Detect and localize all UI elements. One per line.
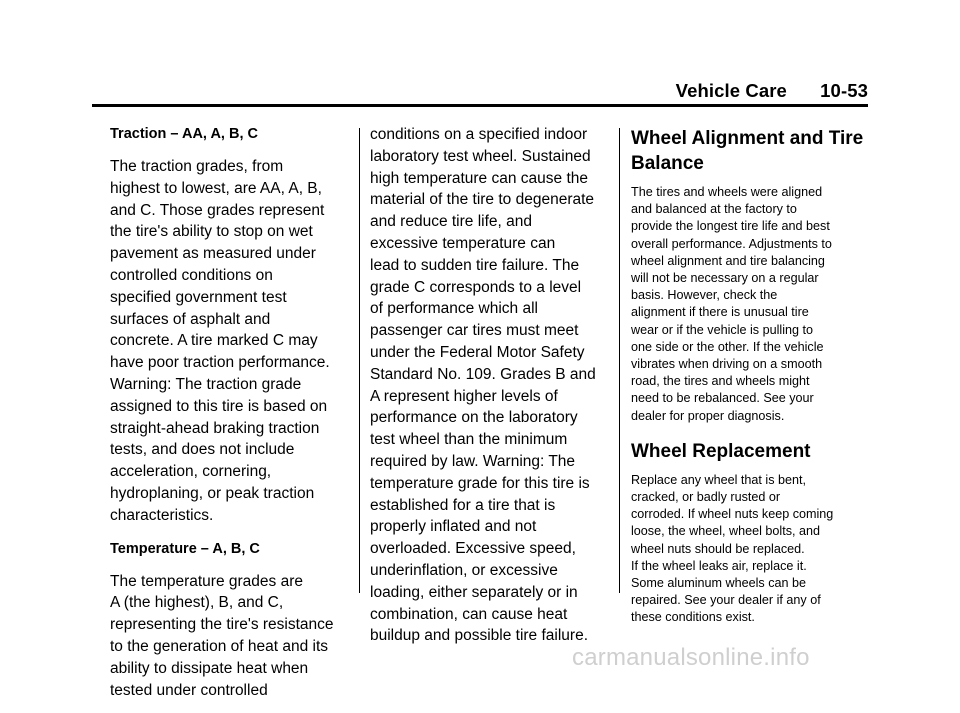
text-line: Wheel Alignment and Tire <box>631 128 864 149</box>
text-line: properly inflated and not <box>370 518 537 536</box>
text-line: and C. Those grades represent <box>110 201 325 219</box>
text-line: conditions on a specified indoor <box>370 126 588 143</box>
text-line: grade C corresponds to a level <box>370 278 582 296</box>
text-line: wheel nuts should be replaced. <box>631 541 805 556</box>
wheel-alignment-heading <box>631 126 871 176</box>
text-line: straight-ahead braking traction <box>110 419 320 437</box>
text-line: the tire's ability to stop on wet <box>110 223 313 241</box>
text-line: highest to lowest, are AA, A, B, <box>110 179 322 197</box>
temperature-paragraph <box>110 571 350 702</box>
text-line: Some aluminum wheels can be <box>631 576 807 591</box>
text-line: loading, either separately or in <box>370 583 578 601</box>
column-3 <box>631 124 871 641</box>
column-1 <box>110 124 350 713</box>
text-line: repaired. See your dealer if any of <box>631 593 821 608</box>
text-line: The temperature grades are <box>110 572 303 590</box>
text-line: Replace any wheel that is bent, <box>631 472 807 487</box>
column-divider-2 <box>619 128 620 593</box>
text-line: loose, the wheel, wheel bolts, and <box>631 524 821 539</box>
text-line: overall performance. Adjustments to <box>631 236 832 251</box>
text-line: road, the tires and wheels might <box>631 374 810 389</box>
text-line: concrete. A tire marked C may <box>110 332 318 350</box>
text-line: overloaded. Excessive speed, <box>370 540 576 558</box>
text-line: If the wheel leaks air, replace it. <box>631 558 807 573</box>
header-rule <box>92 104 868 107</box>
text-line: wear or if the vehicle is pulling to <box>631 322 814 337</box>
text-line: need to be rebalanced. See your <box>631 391 814 406</box>
wheel-replacement-paragraph <box>631 472 871 627</box>
text-line: ability to dissipate heat when <box>110 659 309 677</box>
text-line: A represent higher levels of <box>370 387 558 405</box>
wheel-alignment-paragraph <box>631 184 871 425</box>
text-line: to the generation of heat and its <box>110 637 329 655</box>
text-line: passenger car tires must meet <box>370 322 579 340</box>
text-line: acceleration, cornering, <box>110 463 272 481</box>
text-line: Warning: The traction grade <box>110 375 302 393</box>
text-line: buildup and possible tire failure. <box>370 627 588 645</box>
text-line: Standard No. 109. Grades B and <box>370 365 596 383</box>
page-number: 10-53 <box>820 80 868 101</box>
text-line: hydroplaning, or peak traction <box>110 484 315 502</box>
text-line: underinflation, or excessive <box>370 561 558 579</box>
text-line: vibrates when driving on a smooth <box>631 357 823 372</box>
wheel-replacement-heading: Wheel Replacement <box>631 440 811 462</box>
text-line: combination, can cause heat <box>370 605 568 623</box>
text-line: lead to sudden tire failure. The <box>370 256 580 274</box>
text-line: Balance <box>631 153 704 174</box>
text-line: tested under controlled <box>110 681 268 699</box>
temperature-heading: Temperature – A, B, C <box>110 540 260 557</box>
text-line: corroded. If wheel nuts keep coming <box>631 507 834 522</box>
text-line: these conditions exist. <box>631 610 755 625</box>
text-line: have poor traction performance. <box>110 354 330 372</box>
traction-paragraph <box>110 156 350 527</box>
text-line: surfaces of asphalt and <box>110 310 271 328</box>
text-line: specified government test <box>110 288 287 306</box>
text-line: performance on the laboratory <box>370 409 578 427</box>
text-line: The tires and wheels were aligned <box>631 185 823 199</box>
text-line: controlled conditions on <box>110 266 273 284</box>
text-line: high temperature can cause the <box>370 169 588 187</box>
text-line: will not be necessary on a regular <box>631 271 819 286</box>
text-line: cracked, or badly rusted or <box>631 490 781 505</box>
text-line: under the Federal Motor Safety <box>370 343 585 361</box>
text-line: temperature grade for this tire is <box>370 474 590 492</box>
text-line: required by law. Warning: The <box>370 452 576 470</box>
text-line: characteristics. <box>110 506 214 524</box>
text-line: basis. However, check the <box>631 288 778 303</box>
text-line: test wheel than the minimum <box>370 431 568 449</box>
temperature-continued-paragraph <box>370 124 610 647</box>
watermark-text: carmanualsonline.info <box>572 644 810 671</box>
text-line: dealer for proper diagnosis. <box>631 408 785 423</box>
text-line: pavement as measured under <box>110 245 316 263</box>
text-line: material of the tire to degenerate <box>370 191 595 209</box>
text-line: assigned to this tire is based on <box>110 397 328 415</box>
column-divider-1 <box>359 128 360 593</box>
column-2 <box>370 124 610 659</box>
text-line: of performance which all <box>370 300 538 318</box>
text-line: laboratory test wheel. Sustained <box>370 147 591 165</box>
section-title: Vehicle Care <box>675 80 787 101</box>
page-header <box>676 80 868 102</box>
text-line: one side or the other. If the vehicle <box>631 339 824 354</box>
text-line: The traction grades, from <box>110 158 284 175</box>
text-line: excessive temperature can <box>370 234 556 252</box>
text-line: A (the highest), B, and C, <box>110 594 284 612</box>
text-line: established for a tire that is <box>370 496 556 514</box>
text-line: alignment if there is unusual tire <box>631 305 809 320</box>
text-line: and reduce tire life, and <box>370 213 532 231</box>
traction-heading: Traction – AA, A, B, C <box>110 126 258 142</box>
text-line: and balanced at the factory to <box>631 202 797 217</box>
text-line: tests, and does not include <box>110 441 295 459</box>
text-line: representing the tire's resistance <box>110 616 334 634</box>
text-line: wheel alignment and tire balancing <box>631 253 825 268</box>
text-line: provide the longest tire life and best <box>631 219 830 234</box>
